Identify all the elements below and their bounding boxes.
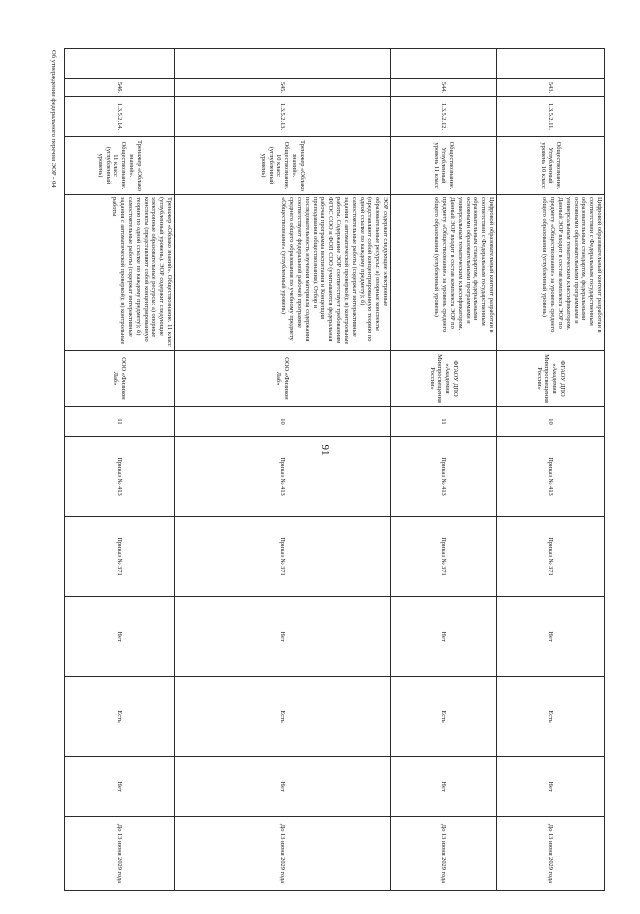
organization: ФГАОУ ДПО «Академия Минпросвещения России» bbox=[497, 351, 605, 407]
order-reference: Приказ № 413 bbox=[497, 437, 605, 517]
eor-registry-table bbox=[64, 48, 605, 891]
resource-description: Цифровой образовательный контент разработан в соответствии с Федеральным государственным образовательным стандартом, федеральными основными образовательными программами и универсальным тематическим классификатором. Данный ЭОР входит в состав комплекта ЭОР по предмету «Обществознание» за уровень среднего общего образования (углубленный уровень) bbox=[497, 195, 605, 351]
attribute-value: Нет bbox=[65, 597, 175, 677]
resource-name: Тренажер «Облако знаний». Обществознание. 11 класс (углубленный уровень) bbox=[65, 137, 175, 195]
program-reference: Приказ № 371 bbox=[391, 517, 497, 597]
table-row bbox=[65, 49, 175, 891]
attribute-value: Нет bbox=[391, 597, 497, 677]
attribute-value: Есть bbox=[497, 677, 605, 757]
resource-description: ЭОР содержит следующие электронные образовательные ресурсы: а) опорные конспекты (представляют собой концентрированную теорию по одной ссылке по каждому предмету); б) самостоятельные работы (содержат интерактивные задания с автоматической проверкой); в) контрольные работы. Содержание ЭОР соответствует требованиям ФГОС СОО и ФОП СОО (учитываются федеральная рабочая программа воспитания и Концепция преподавания обществознания). Отбор и последовательность изучения материала содержания соответствуют федеральной рабочей программе среднего общего образования по учебному предмету «Обществознание» (углубленный уровень) bbox=[175, 195, 391, 351]
attribute-value: Нет bbox=[497, 597, 605, 677]
resource-name: Обществознание. Углубленный уровень 10 класс bbox=[497, 137, 605, 195]
row-code: 1.3.5.2.12. bbox=[391, 97, 497, 137]
table-row bbox=[497, 49, 605, 891]
organization: ФГАОУ ДПО «Академия Минпросвещения России» bbox=[391, 351, 497, 407]
page-number: 91 bbox=[319, 444, 331, 456]
deadline: До 13 июня 2029 года bbox=[175, 817, 391, 891]
attribute-value: Нет bbox=[175, 597, 391, 677]
organization: ООО «Физикон Лаб» bbox=[175, 351, 391, 407]
row-number: 543. bbox=[497, 79, 605, 97]
order-reference: Приказ № 413 bbox=[391, 437, 497, 517]
empty-cell bbox=[391, 49, 497, 79]
table-row bbox=[175, 49, 391, 891]
table-row bbox=[391, 49, 497, 891]
empty-cell bbox=[175, 49, 391, 79]
attribute-value: Нет bbox=[175, 757, 391, 817]
order-reference: Приказ № 413 bbox=[175, 437, 391, 517]
grade: 11 bbox=[391, 407, 497, 437]
row-number: 544. bbox=[391, 79, 497, 97]
rotated-page-content bbox=[50, 48, 605, 890]
attribute-value: Нет bbox=[65, 757, 175, 817]
order-reference: Приказ № 413 bbox=[65, 437, 175, 517]
deadline: До 13 июня 2029 года bbox=[65, 817, 175, 891]
row-code: 1.3.5.2.13. bbox=[175, 97, 391, 137]
row-number: 546. bbox=[65, 79, 175, 97]
empty-cell bbox=[65, 49, 175, 79]
grade: 11 bbox=[65, 407, 175, 437]
empty-cell bbox=[497, 49, 605, 79]
document-footer: Об утверждении федерального перечня ЭОР - 04 bbox=[50, 50, 57, 188]
resource-description: Тренажер «Облако знаний». Обществознание. 11 класс (углубленный уровень). ЭОР содержит следующие электронные образовательные ресурсы: а) опорные конспекты (представляют собой концентрированную теорию по одной ссылке по каждому предмету); б) самостоятельные работы (содержат интерактивные задания с автоматической проверкой); в) контрольные работы bbox=[65, 195, 175, 351]
attribute-value: Есть bbox=[391, 677, 497, 757]
row-number: 545. bbox=[175, 79, 391, 97]
attribute-value: Есть bbox=[175, 677, 391, 757]
resource-name: Обществознание. Углубленный уровень 11 класс bbox=[391, 137, 497, 195]
row-code: 1.3.5.2.14. bbox=[65, 97, 175, 137]
resource-name: Тренажер «Облако знаний». Обществознание. 10 класс (углубленный уровень) bbox=[175, 137, 391, 195]
program-reference: Приказ № 371 bbox=[175, 517, 391, 597]
attribute-value: Есть bbox=[65, 677, 175, 757]
program-reference: Приказ № 371 bbox=[497, 517, 605, 597]
row-code: 1.3.5.2.11. bbox=[497, 97, 605, 137]
resource-description: Цифровой образовательный контент разработан в соответствии с Федеральным государственным образовательным стандартом, федеральными основными образовательными программами и универсальным тематическим классификатором. Данный ЭОР входит в состав комплекта ЭОР по предмету «Обществознание» за уровень среднего общего образования (углубленный уровень) bbox=[391, 195, 497, 351]
grade: 10 bbox=[175, 407, 391, 437]
deadline: До 13 июня 2029 года bbox=[391, 817, 497, 891]
organization: ООО «Физикон Лаб» bbox=[65, 351, 175, 407]
grade: 10 bbox=[497, 407, 605, 437]
program-reference: Приказ № 371 bbox=[65, 517, 175, 597]
attribute-value: Нет bbox=[497, 757, 605, 817]
deadline: До 13 июня 2029 года bbox=[497, 817, 605, 891]
attribute-value: Нет bbox=[391, 757, 497, 817]
